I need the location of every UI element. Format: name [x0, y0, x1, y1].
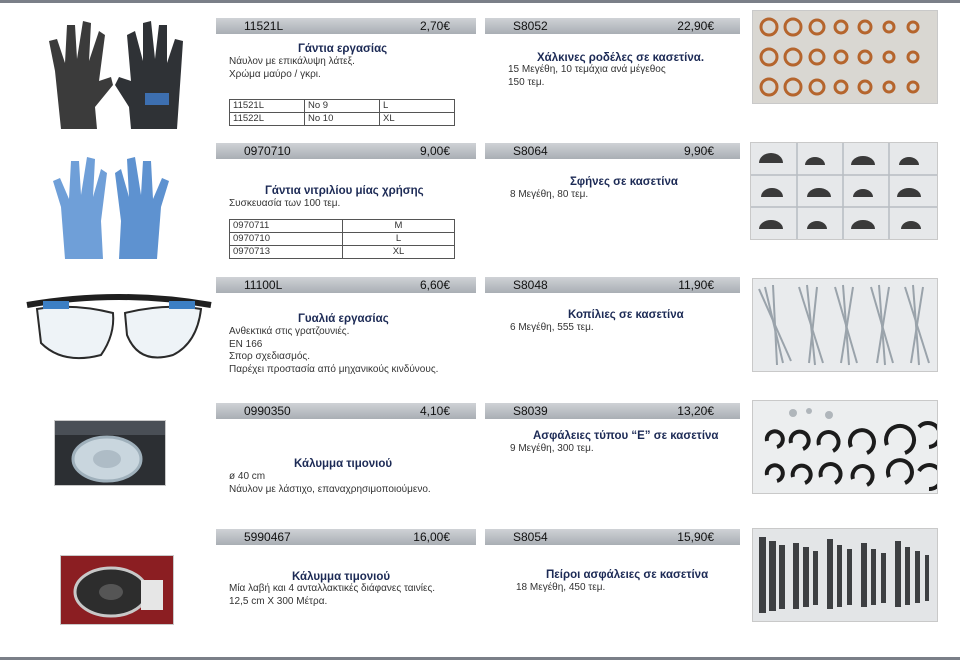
description-line: Παρέχει προστασία από μηχανικούς κινδύνους.	[229, 363, 439, 375]
woodruff-keys-image	[750, 142, 938, 240]
table-row	[230, 100, 455, 113]
product-title: Ασφάλειες τύπου “E” σε κασετίνα	[533, 430, 719, 442]
description-line: 12,5 cm X 300 Μέτρα.	[229, 595, 328, 607]
product-description	[508, 64, 666, 89]
product-description	[229, 583, 435, 608]
description-line: 18 Μεγέθη, 450 τεμ.	[516, 582, 606, 593]
price-bar	[485, 403, 740, 419]
table-cell: 0970710	[230, 233, 343, 246]
product-price: 22,90€	[677, 19, 714, 33]
price-bar	[485, 277, 740, 293]
table-cell: No 10	[305, 113, 380, 126]
product-title: Κάλυμμα τιμονιού	[294, 458, 393, 470]
price-bar	[216, 18, 476, 34]
product-title: Γάντια νιτριλίου μίας χρήσης	[265, 185, 424, 197]
table-row	[230, 113, 455, 126]
price-bar	[216, 529, 476, 545]
product-price: 9,90€	[683, 144, 714, 158]
description-line: Μία λαβή και 4 ανταλλακτικές διάφανες ταινίες.	[229, 583, 436, 594]
table-cell: 11521L	[230, 100, 305, 113]
product-description	[516, 582, 605, 595]
table-cell: 0970711	[230, 220, 343, 233]
price-bar	[485, 18, 740, 34]
description-line: ø 40 cm	[229, 471, 266, 482]
product-code: 11100L	[244, 278, 283, 292]
description-line: Χρώμα μαύρο / γκρι.	[229, 68, 321, 80]
description-line: Ανθεκτικά στις γρατζουνιές.	[229, 326, 350, 337]
price-bar	[216, 143, 476, 159]
product-code: 11521L	[244, 19, 284, 33]
price-bar	[485, 143, 740, 159]
product-code: S8039	[513, 404, 548, 418]
steering-cover-image	[54, 420, 166, 486]
table-cell: M	[343, 220, 455, 233]
steering-film-image	[60, 555, 174, 625]
table-cell: No 9	[305, 100, 380, 113]
safety-glasses-image	[22, 290, 216, 370]
roll-pins-image	[752, 528, 938, 622]
product-title: Σφήνες σε κασετίνα	[570, 176, 678, 188]
product-price: 11,90€	[678, 278, 714, 292]
product-title: Κοπίλιες σε κασετίνα	[568, 309, 684, 321]
product-description	[229, 56, 355, 81]
description-line: Συσκευασία των 100 τεμ.	[229, 198, 341, 209]
product-code: S8064	[513, 144, 548, 158]
table-cell: XL	[380, 113, 455, 126]
product-price: 4,10€	[419, 404, 450, 418]
description-line: Σπορ σχεδιασμός.	[229, 351, 311, 362]
cotter-pins-image	[752, 278, 938, 372]
product-description	[510, 322, 594, 335]
product-description	[229, 471, 431, 496]
description-line: Νάυλον με λάστιχο, επαναχρησιμοποιούμενο.	[229, 483, 431, 495]
product-description	[510, 443, 594, 456]
product-price: 13,20€	[677, 404, 714, 418]
product-code: S8052	[513, 19, 548, 33]
work-gloves-image	[40, 10, 202, 136]
product-code: 0970710	[244, 144, 291, 158]
e-clips-image	[752, 400, 938, 494]
table-cell: 0970713	[230, 246, 343, 259]
variants-table	[229, 99, 455, 126]
top-edge	[0, 0, 960, 3]
product-title: Γάντια εργασίας	[298, 43, 388, 55]
nitrile-gloves-image	[40, 140, 184, 264]
price-bar	[216, 403, 476, 419]
description-line: 150 τεμ.	[508, 76, 545, 88]
product-price: 9,00€	[419, 144, 450, 158]
description-line: 9 Μεγέθη, 300 τεμ.	[510, 443, 594, 454]
description-line: 8 Μεγέθη, 80 τεμ.	[510, 189, 589, 200]
product-title: Χάλκινες ροδέλες σε κασετίνα.	[537, 52, 705, 64]
table-cell: L	[380, 100, 455, 113]
table-cell: 11522L	[230, 113, 305, 126]
product-title: Πείροι ασφάλειες σε κασετίνα	[546, 569, 709, 581]
product-price: 15,90€	[677, 530, 714, 544]
product-price: 6,60€	[419, 278, 450, 292]
product-code: 5990467	[244, 530, 291, 544]
table-cell: XL	[343, 246, 455, 259]
product-title: Γυαλιά εργασίας	[298, 313, 389, 325]
product-price: 2,70€	[419, 19, 450, 33]
price-bar	[485, 529, 740, 545]
product-description	[229, 198, 340, 211]
copper-washers-image	[752, 10, 938, 104]
product-description	[229, 326, 438, 376]
product-price: 16,00€	[413, 530, 450, 544]
table-row	[230, 233, 455, 246]
price-bar	[216, 277, 476, 293]
product-code: 0990350	[244, 404, 291, 418]
product-description	[510, 189, 588, 202]
product-title: Κάλυμμα τιμονιού	[292, 571, 391, 583]
table-row	[230, 220, 455, 233]
description-line: 6 Μεγέθη, 555 τεμ.	[510, 322, 594, 333]
variants-table	[229, 219, 455, 259]
table-cell: L	[343, 233, 455, 246]
description-line: EN 166	[229, 338, 263, 350]
description-line: 15 Μεγέθη, 10 τεμάχια ανά μέγεθος	[508, 64, 666, 75]
table-row	[230, 246, 455, 259]
product-code: S8054	[513, 530, 548, 544]
product-code: S8048	[513, 278, 548, 292]
description-line: Νάυλον με επικάλυψη λάτεξ.	[229, 56, 355, 67]
